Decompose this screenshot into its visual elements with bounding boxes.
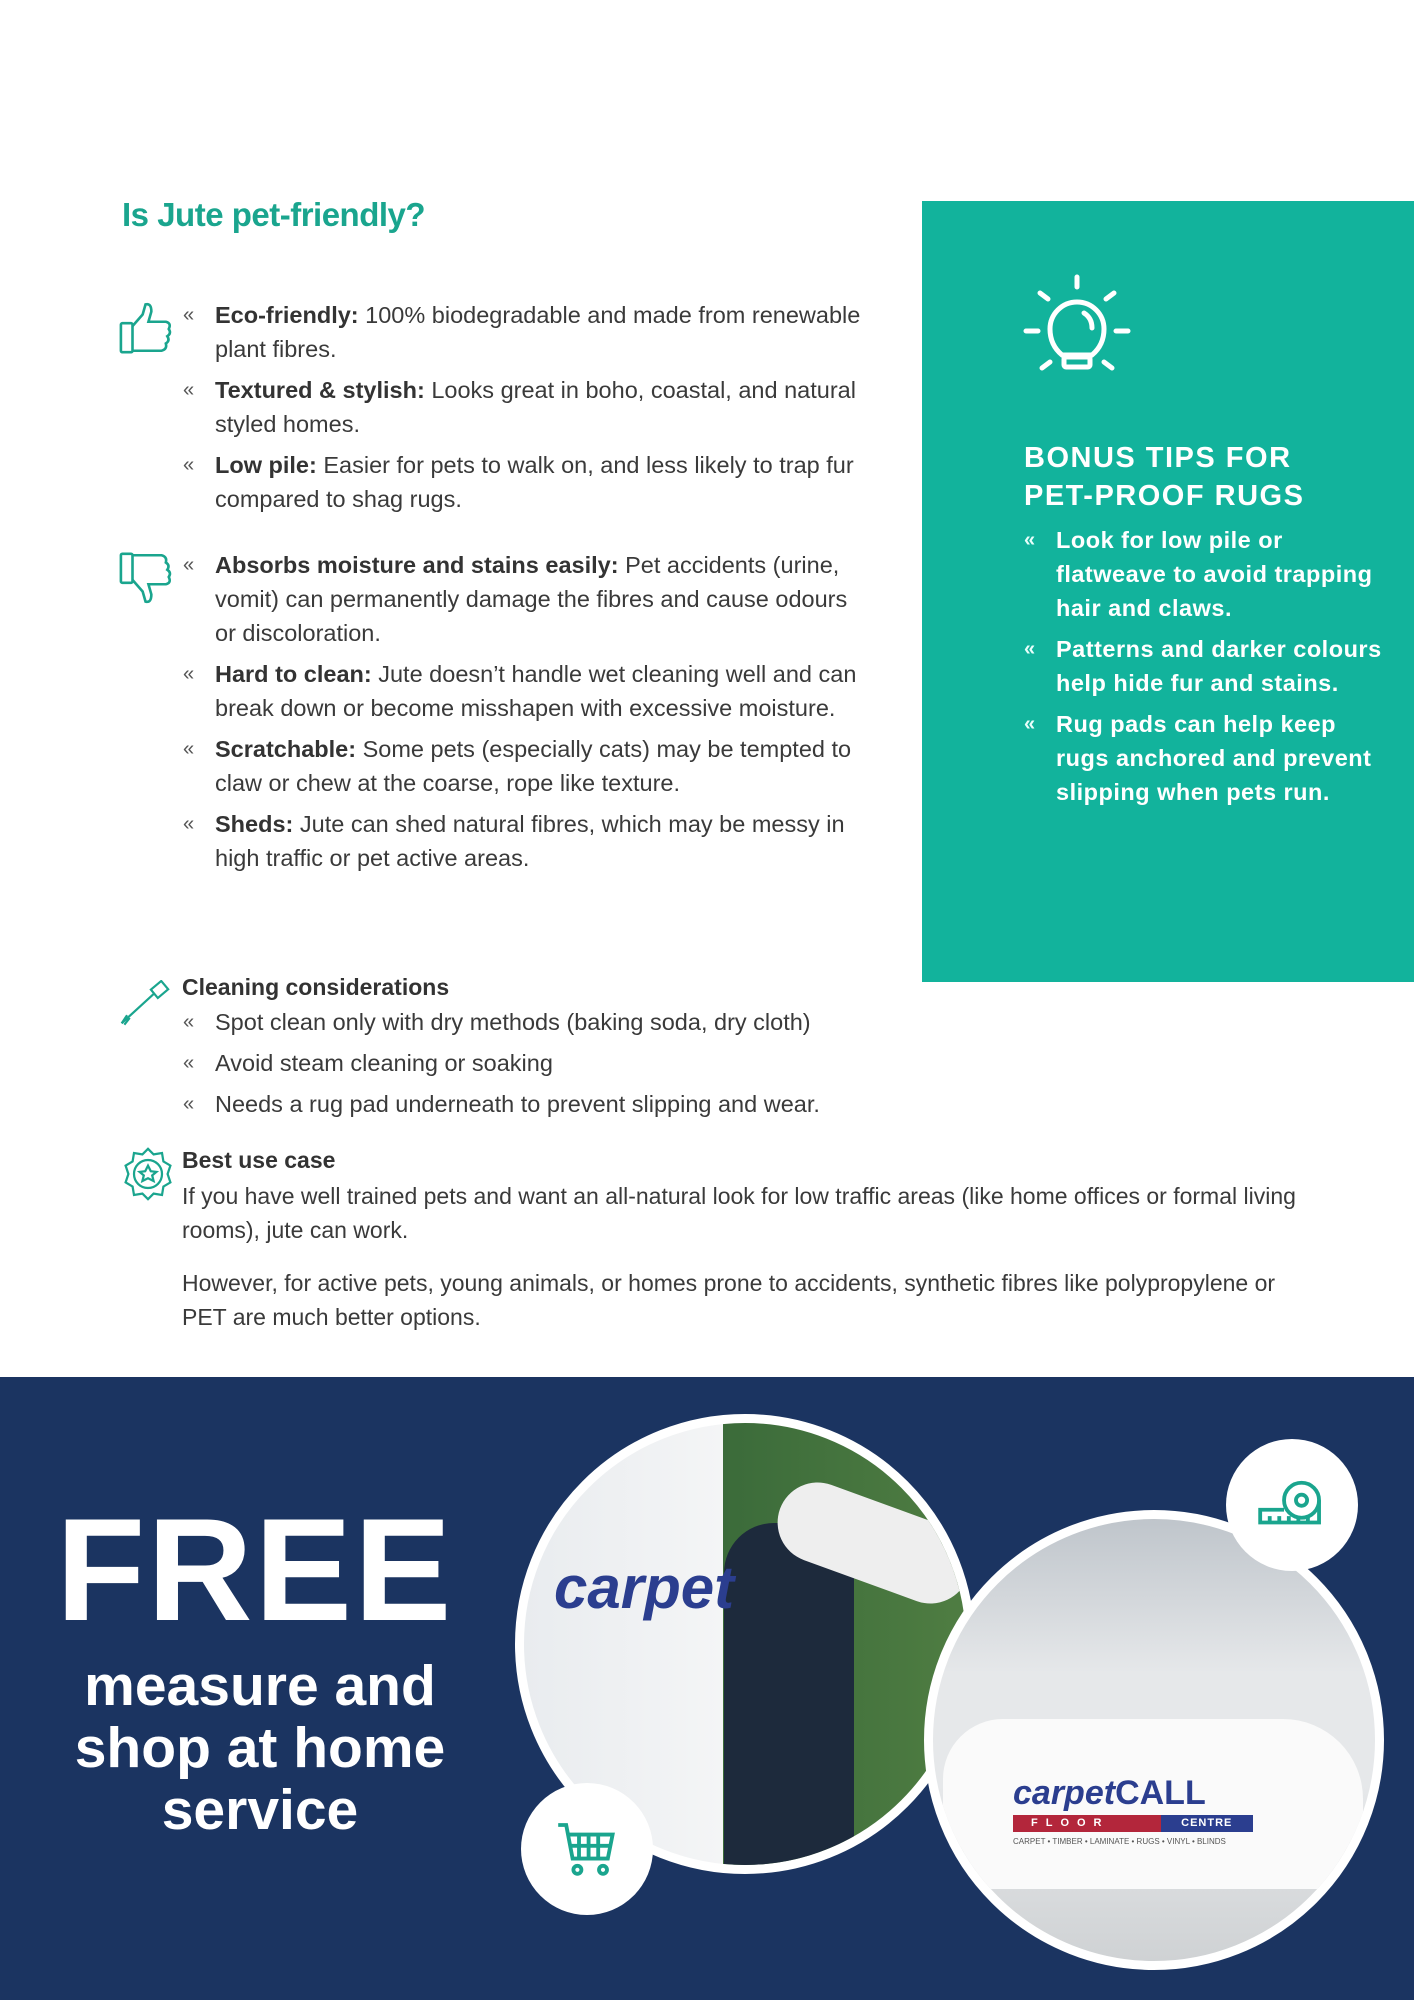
list-item: « Avoid steam cleaning or soaking bbox=[183, 1050, 553, 1076]
cons-list bbox=[183, 548, 863, 882]
list-item: « Textured & stylish: Looks great in boho, coastal, and natural styled homes. bbox=[183, 377, 856, 437]
list-item: « Patterns and darker colours help hide fur and stains. bbox=[1024, 636, 1382, 696]
car-logo-products: CARPET • TIMBER • LAMINATE • RUGS • VINYL • BLINDS bbox=[1013, 1837, 1226, 1846]
page-title: Is Jute pet-friendly? bbox=[122, 196, 426, 233]
bonus-tips-list bbox=[1024, 523, 1394, 816]
list-item: « Absorbs moisture and stains easily: Pet accidents (urine, vomit) can permanently damage the fibres and cause odours or discoloration. bbox=[183, 552, 848, 646]
cleaning-heading: Cleaning considerations bbox=[182, 974, 450, 1000]
car-logo: carpetCALL bbox=[1013, 1774, 1206, 1812]
award-badge-icon bbox=[120, 1146, 176, 1202]
installer-figure bbox=[724, 1523, 854, 1874]
list-item: « Low pile: Easier for pets to walk on, and less likely to trap fur compared to shag rugs. bbox=[183, 452, 854, 512]
lightbulb-icon bbox=[1022, 273, 1132, 383]
list-item: « Hard to clean: Jute doesn’t handle wet cleaning well and can break down or become misshapen with excessive moisture. bbox=[183, 661, 857, 721]
thumbs-down-icon bbox=[118, 548, 176, 606]
bonus-tips-panel bbox=[922, 201, 1414, 982]
list-item: « Rug pads can help keep rugs anchored and prevent slipping when pets run. bbox=[1024, 711, 1372, 805]
list-item: « Eco-friendly: 100% biodegradable and made from renewable plant fibres. bbox=[183, 302, 861, 362]
cleaning-brush-icon bbox=[118, 980, 174, 1026]
list-item: « Sheds: Jute can shed natural fibres, which may be messy in high traffic or pet active areas. bbox=[183, 811, 845, 871]
cart-badge bbox=[521, 1783, 653, 1915]
promo-free: FREE bbox=[56, 1488, 454, 1651]
photo-house-car bbox=[924, 1510, 1384, 1970]
best-use-paragraph: If you have well trained pets and want an all-natural look for low traffic areas (like home offices or formal living rooms), jute can work. bbox=[182, 1183, 1296, 1243]
promo-subtitle: measure and shop at home service bbox=[74, 1654, 446, 1842]
tape-measure-badge bbox=[1226, 1439, 1358, 1571]
car-logo-floor: FLOOR bbox=[1013, 1815, 1161, 1832]
tape-measure-icon bbox=[1257, 1477, 1327, 1533]
car-logo-centre: CENTRE bbox=[1161, 1815, 1254, 1832]
list-item: « Scratchable: Some pets (especially cats) may be tempted to claw or chew at the coarse, rope like texture. bbox=[183, 736, 852, 796]
cleaning-list bbox=[183, 1005, 983, 1128]
van-logo: carpet bbox=[554, 1554, 735, 1621]
thumbs-up-icon bbox=[118, 300, 176, 358]
list-item: « Look for low pile or flatweave to avoid trapping hair and claws. bbox=[1024, 527, 1373, 621]
shopping-cart-icon bbox=[555, 1820, 619, 1878]
car-logo-floor-centre bbox=[1013, 1815, 1253, 1832]
list-item: « Needs a rug pad underneath to prevent slipping and wear. bbox=[183, 1091, 820, 1117]
promo-banner bbox=[0, 1377, 1414, 2000]
best-use-paragraph-2: However, for active pets, young animals, or homes prone to accidents, synthetic fibres like polypropylene or PET are much better options. bbox=[182, 1270, 1276, 1330]
pros-list bbox=[183, 298, 883, 523]
bonus-tips-heading: BONUS TIPS FOR PET-PROOF RUGS bbox=[1024, 442, 1305, 512]
list-item: « Spot clean only with dry methods (baking soda, dry cloth) bbox=[183, 1009, 811, 1035]
best-use-heading: Best use case bbox=[182, 1147, 336, 1173]
